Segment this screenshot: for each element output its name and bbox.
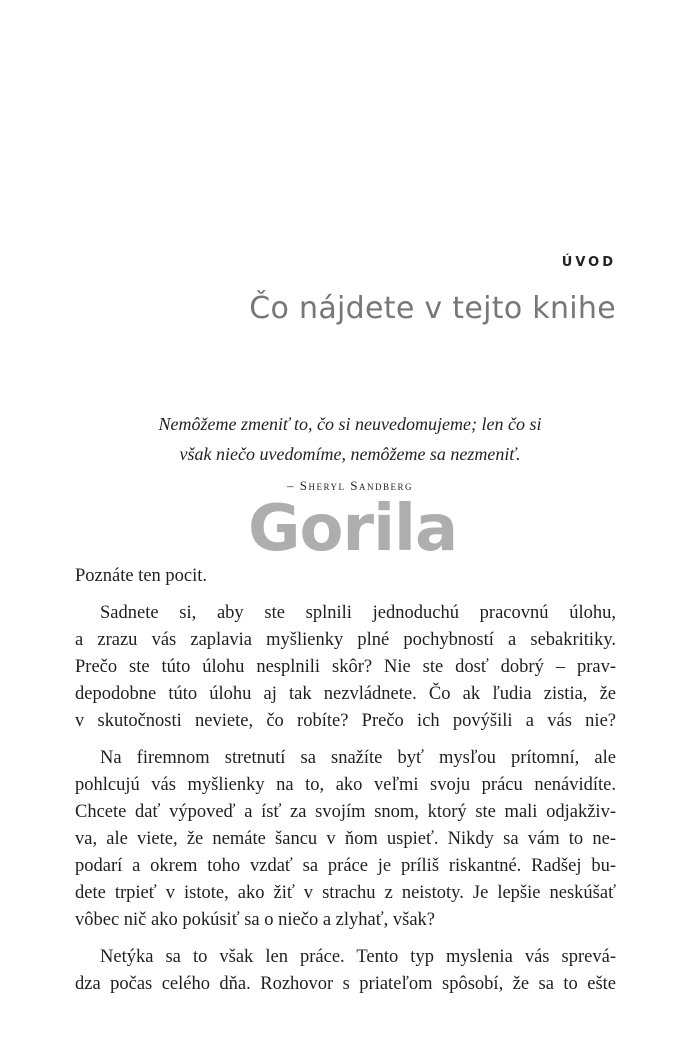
text-line: vôbec nič ako pokúsiť sa o niečo a zlyhať, však? [75,910,436,930]
text-line: v skutočnosti neviete, čo robíte? Prečo ich povýšili a vás nie? [75,711,616,731]
text-line: Na firemnom stretnutí sa snažíte byť mysľou prítomní, ale [100,748,616,768]
body-text [75,563,616,1008]
paragraph [75,944,616,998]
text-line: pohlcujú vás myšlienky na to, ako veľmi svoju prácu nenávidíte. [75,775,616,795]
text-line: Poznáte ten pocit. [75,566,208,586]
chapter-title: Čo nájdete v tejto knihe [249,291,616,326]
text-line: va, ale viete, že nemáte šancu v ňom uspieť. Nikdy sa vám to ne- [75,829,616,849]
paragraph [75,745,616,934]
paragraph [75,563,616,590]
text-line: dza počas celého dňa. Rozhovor s priateľom spôsobí, že sa to ešte [75,974,616,994]
text-line: dete trpieť v istote, ako žiť v strachu z neistoty. Je lepšie neskúšať [75,883,616,903]
text-line: a zrazu vás zaplavia myšlienky plné pochybností a sebakritiky. [75,630,616,650]
epigraph-line: Nemôžeme zmeniť to, čo si neuvedomujeme; len čo si [158,414,542,434]
epigraph-quote [100,409,600,469]
text-line: depodobne túto úlohu aj tak nezvládnete. Čo ak ľudia zistia, že [75,684,616,704]
text-line: Sadnete si, aby ste splnili jednoduchú pracovnú úlohu, [100,603,616,623]
text-line: podarí a okrem toho vzdať sa práce je príliš riskantné. Radšej bu- [75,856,616,876]
paragraph [75,600,616,735]
text-line: Netýka sa to však len práce. Tento typ myslenia vás sprevá- [100,947,616,967]
epigraph-line: však niečo uvedomíme, nemôžeme sa nezmeniť. [179,444,521,464]
text-line: Prečo ste túto úlohu nesplnili skôr? Nie ste dosť dobrý – prav- [75,657,616,677]
section-label: ÚVOD [561,255,616,270]
epigraph-attribution: – Sheryl Sandberg [287,478,413,493]
text-line: Chcete dať výpoveď a ísť za svojím snom, ktorý ste mali odjakživ- [75,802,616,822]
gorila-watermark-logo: Gorila [248,492,458,566]
